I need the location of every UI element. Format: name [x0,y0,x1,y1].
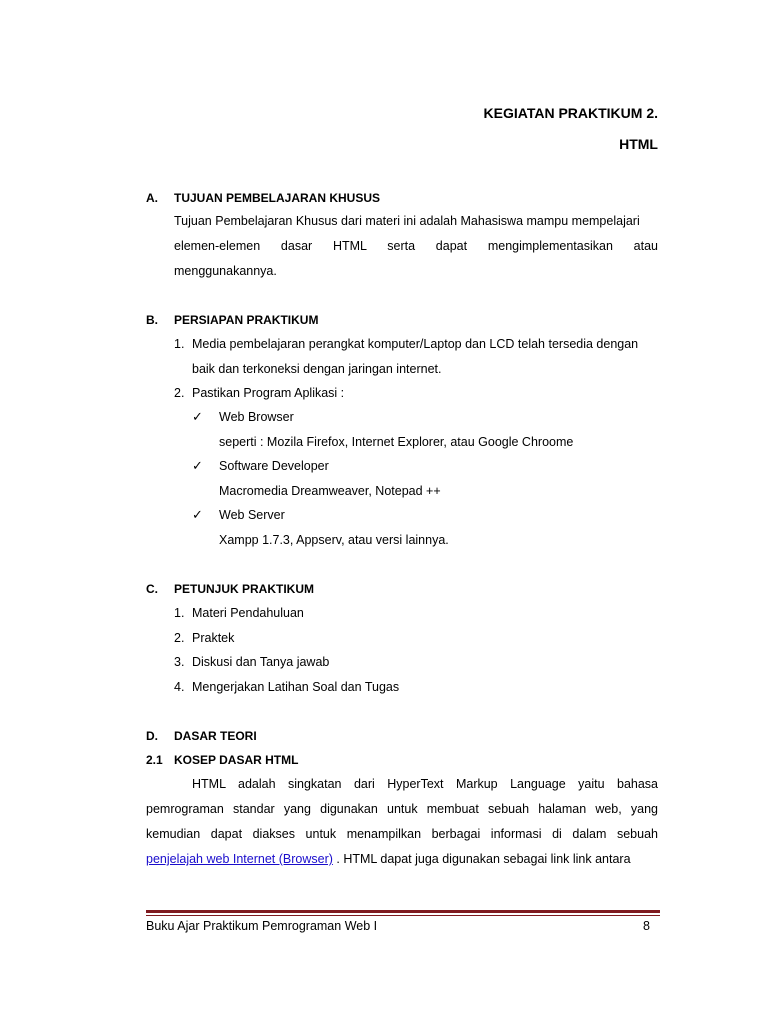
section-b-letter: B. [146,313,158,327]
list-item: Materi Pendahuluan [192,606,304,620]
browser-link[interactable]: penjelajah web Internet (Browser) [146,852,333,866]
list-item: Pastikan Program Aplikasi : [192,386,345,400]
paragraph-line: pemrograman standar yang digunakan untuk membuat sebuah halaman web, yang [146,802,658,816]
page-subtitle: HTML [619,136,658,152]
page-number: 8 [643,919,650,933]
app-name: Web Browser [219,410,294,424]
checkmark-icon: ✓ [192,458,203,473]
paragraph-line: kemudian dapat diakses untuk menampilkan berbagai informasi di dalam sebuah [146,827,658,841]
app-detail: Xampp 1.7.3, Appserv, atau versi lainnya. [219,533,449,547]
subsection-title: KOSEP DASAR HTML [174,753,299,767]
paragraph-line: HTML adalah singkatan dari HyperText Markup Language yaitu bahasa [192,777,658,791]
footer-divider [146,910,660,913]
section-a-line: Tujuan Pembelajaran Khusus dari materi ini adalah Mahasiswa mampu mempelajari [174,214,640,228]
footer-title: Buku Ajar Praktikum Pemrograman Web I [146,919,378,933]
list-number: 2. [174,386,185,400]
section-a-line: elemen-elemen dasar HTML serta dapat mengimplementasikan atau [174,239,658,253]
section-d-letter: D. [146,729,158,743]
app-detail: seperti : Mozila Firefox, Internet Explorer, atau Google Chroome [219,435,574,449]
list-item: Media pembelajaran perangkat komputer/Laptop dan LCD telah tersedia dengan [192,337,639,351]
list-number: 2. [174,631,185,645]
list-item-continuation: baik dan terkoneksi dengan jaringan internet. [192,362,442,376]
list-item: Praktek [192,631,235,645]
list-number: 3. [174,655,185,669]
page-title: KEGIATAN PRAKTIKUM 2. [483,105,658,121]
section-a-line: menggunakannya. [174,264,277,278]
section-d-title: DASAR TEORI [174,729,257,743]
subsection-number: 2.1 [146,753,163,767]
list-number: 4. [174,680,185,694]
list-number: 1. [174,606,185,620]
paragraph-line-rest: . HTML dapat juga digunakan sebagai link link antara [332,852,631,866]
app-name: Software Developer [219,459,329,473]
section-a-letter: A. [146,191,158,205]
checkmark-icon: ✓ [192,507,203,522]
footer-divider [146,915,660,916]
app-name: Web Server [219,508,285,522]
list-item: Mengerjakan Latihan Soal dan Tugas [192,680,400,694]
section-a-title: TUJUAN PEMBELAJARAN KHUSUS [174,191,381,205]
app-detail: Macromedia Dreamweaver, Notepad ++ [219,484,441,498]
list-number: 1. [174,337,185,351]
paragraph-line [146,852,631,866]
section-b-title: PERSIAPAN PRAKTIKUM [174,313,319,327]
section-c-letter: C. [146,582,158,596]
list-item: Diskusi dan Tanya jawab [192,655,330,669]
checkmark-icon: ✓ [192,409,203,424]
section-c-title: PETUNJUK PRAKTIKUM [174,582,315,596]
